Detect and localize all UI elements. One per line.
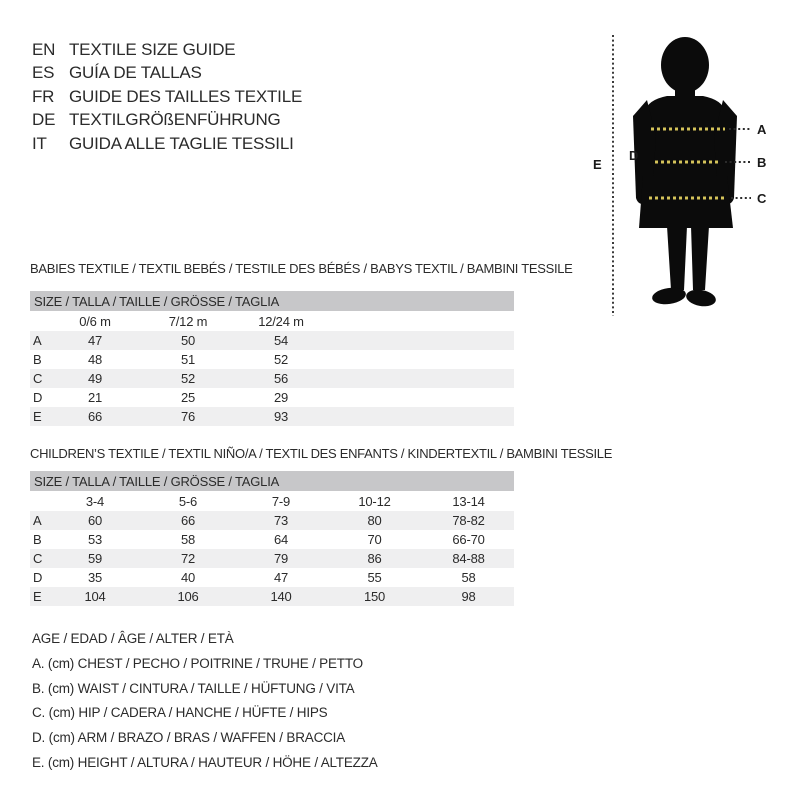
cell: 56 (233, 369, 326, 388)
table-row (30, 350, 514, 369)
column-header: 7-9 (271, 493, 291, 509)
language-row-es (32, 61, 302, 84)
cell: 60 (47, 511, 140, 530)
boy-silhouette (633, 37, 737, 308)
babies-section-heading: BABIES TEXTILE / TEXTIL BEBÉS / TESTILE DES BÉBÉS / BABYS TEXTIL / BAMBINI TESSILE (30, 261, 573, 276)
cell: 86 (326, 549, 420, 568)
language-title: TEXTILGRÖßENFÜHRUNG (69, 110, 281, 130)
legend-height-line: E. (cm) HEIGHT / ALTURA / HAUTEUR / HÖHE / ALTEZZA (32, 754, 378, 770)
cell: 52 (273, 352, 289, 367)
language-title: GUÍA DE TALLAS (69, 63, 202, 83)
language-code: IT (32, 133, 47, 153)
cell: 47 (47, 331, 140, 350)
row-label: C (30, 369, 47, 388)
row-label: D (33, 570, 43, 585)
cell: 76 (140, 407, 233, 426)
cell: 47 (273, 570, 289, 585)
legend-arm-line: D. (cm) ARM / BRAZO / BRAS / WAFFEN / BRACCIA (32, 730, 346, 746)
column-header: 0/6 m (79, 313, 111, 329)
size-header-bar: SIZE / TALLA / TAILLE / GRÖSSE / TAGLIA (30, 471, 514, 491)
cell: 35 (87, 570, 103, 585)
language-code: DE (32, 110, 56, 130)
cell: 58 (461, 570, 476, 585)
row-label: B (33, 352, 42, 367)
babies-column-header-row (30, 311, 514, 331)
cell: 25 (180, 390, 196, 405)
table-row (30, 549, 514, 568)
cell: 84-88 (420, 549, 514, 568)
size-header-bar: SIZE / TALLA / TAILLE / GRÖSSE / TAGLIA (30, 291, 514, 311)
row-label: E (30, 407, 47, 426)
language-title-list (32, 38, 302, 155)
cell: 48 (87, 352, 103, 367)
cell: 140 (233, 587, 326, 606)
cell: 55 (367, 570, 382, 585)
legend-hip-line: C. (cm) HIP / CADERA / HANCHE / HÜFTE / HIPS (32, 705, 328, 721)
cell: 59 (47, 549, 140, 568)
column-header: 3-4 (85, 493, 105, 509)
table-row (30, 331, 514, 350)
child-silhouette-figure (585, 28, 795, 323)
babies-size-table (30, 291, 514, 426)
column-header: 7/12 m (168, 313, 208, 329)
legend-age-line: AGE / EDAD / ÂGE / ALTER / ETÀ (32, 631, 234, 646)
cell: 40 (180, 570, 196, 585)
cell: 66 (140, 511, 233, 530)
cell: 70 (367, 532, 382, 547)
cell: 80 (326, 511, 420, 530)
row-label: A (30, 331, 47, 350)
label-chest-a: A (757, 122, 767, 137)
cell: 29 (273, 390, 289, 405)
cell: 51 (180, 352, 196, 367)
label-arm-d: D (629, 148, 639, 163)
cell: 104 (47, 587, 140, 606)
cell: 50 (140, 331, 233, 350)
language-row-de (32, 108, 302, 131)
row-label: D (33, 390, 43, 405)
table-row (30, 369, 514, 388)
cell: 21 (87, 390, 103, 405)
cell: 66-70 (452, 532, 485, 547)
row-label: A (30, 511, 47, 530)
row-label: E (30, 587, 47, 606)
cell: 52 (140, 369, 233, 388)
table-row (30, 407, 514, 426)
cell: 54 (233, 331, 326, 350)
row-label: B (33, 532, 42, 547)
cell: 53 (87, 532, 103, 547)
children-size-table (30, 471, 514, 606)
language-row-it (32, 132, 302, 155)
language-code: ES (32, 63, 55, 83)
language-code: EN (32, 40, 56, 59)
row-label: C (30, 549, 47, 568)
cell: 106 (140, 587, 233, 606)
cell: 93 (233, 407, 326, 426)
cell: 78-82 (420, 511, 514, 530)
cell: 49 (47, 369, 140, 388)
label-height-e: E (593, 157, 602, 172)
cell: 79 (233, 549, 326, 568)
cell: 66 (47, 407, 140, 426)
measurement-diagram (585, 28, 795, 323)
column-header: 13-14 (452, 493, 485, 509)
language-code: FR (32, 86, 55, 106)
measurement-legend (32, 627, 378, 776)
cell: 72 (140, 549, 233, 568)
table-row (30, 530, 514, 549)
table-row (30, 587, 514, 606)
table-row (30, 511, 514, 530)
column-header: 5-6 (178, 493, 198, 509)
cell: 73 (233, 511, 326, 530)
children-section-heading: CHILDREN’S TEXTILE / TEXTIL NIÑO/A / TEXTIL DES ENFANTS / KINDERTEXTIL / BAMBINI TESSILE (30, 446, 613, 461)
children-column-header-row (30, 491, 514, 511)
table-row (30, 388, 514, 407)
language-title: TEXTILE SIZE GUIDE (69, 40, 236, 59)
label-waist-b: B (757, 155, 767, 170)
column-header: 12/24 m (258, 313, 304, 329)
column-header: 10-12 (358, 493, 391, 509)
label-hip-c: C (757, 191, 767, 206)
table-row (30, 568, 514, 587)
legend-chest-line: A. (cm) CHEST / PECHO / POITRINE / TRUHE / PETTO (32, 655, 363, 671)
language-row-fr (32, 85, 302, 108)
cell: 58 (180, 532, 196, 547)
language-title: GUIDE DES TAILLES TEXTILE (69, 86, 303, 106)
language-row-en (32, 38, 302, 61)
cell: 64 (273, 532, 289, 547)
cell: 98 (420, 587, 514, 606)
language-title: GUIDA ALLE TAGLIE TESSILI (69, 133, 294, 153)
cell: 150 (326, 587, 420, 606)
legend-waist-line: B. (cm) WAIST / CINTURA / TAILLE / HÜFTUNG / VITA (32, 680, 355, 696)
